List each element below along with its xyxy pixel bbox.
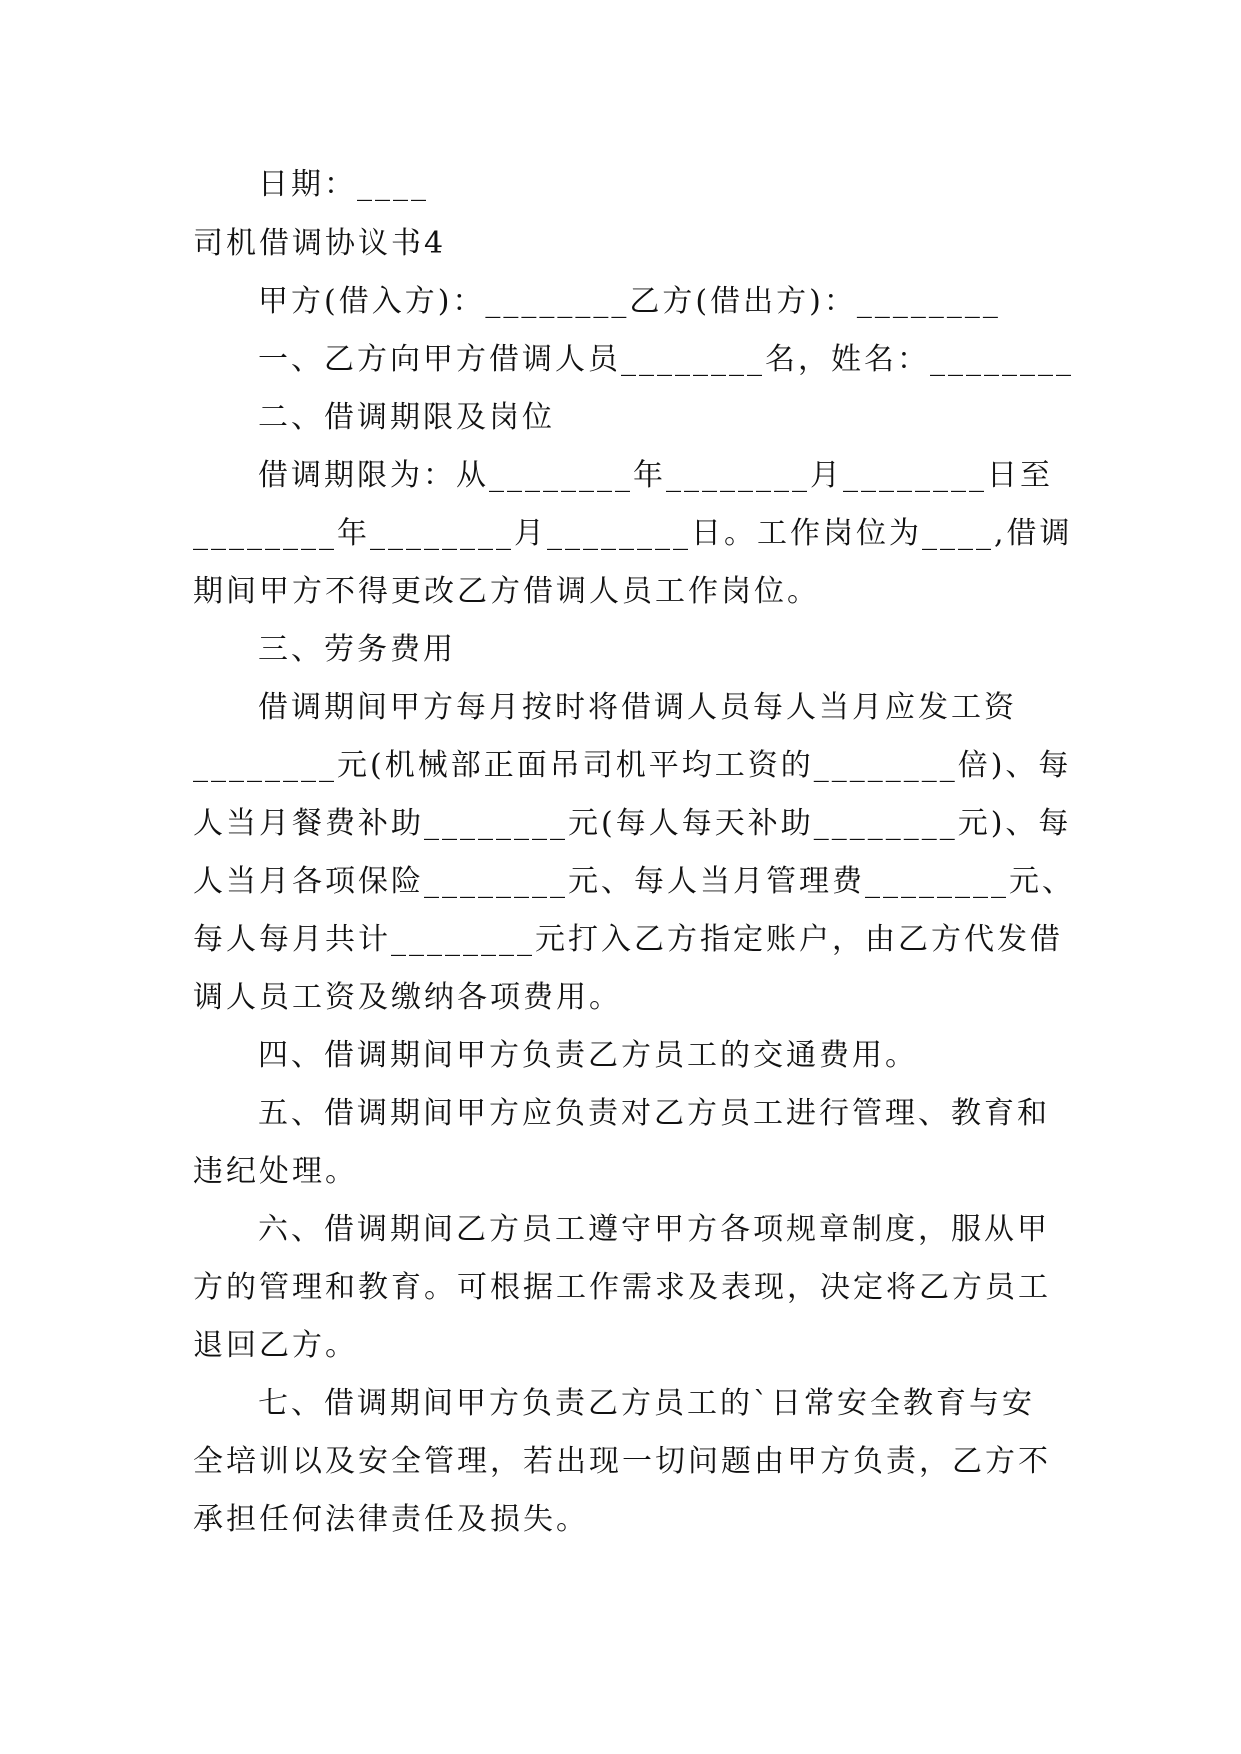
clause-3-text-line-6: 调人员工资及缴纳各项费用。 [193,980,622,1015]
clause-3-text-line-1: 借调期间甲方每月按时将借调人员每人当月应发工资 [258,690,1017,725]
clause-6-line-3: 退回乙方。 [193,1328,358,1363]
clause-5-line-2: 违纪处理。 [193,1154,358,1189]
clause-7-line-1: 七、借调期间甲方负责乙方员工的`日常安全教育与安 [258,1386,1035,1421]
clause-2-heading: 二、借调期限及岗位 [258,400,555,435]
clause-2-text-line-1: 借调期限为：从________年________月________日至 [258,458,1053,493]
clause-3-text-line-5: 每人每月共计________元打入乙方指定账户，由乙方代发借 [193,922,1063,957]
date-line: 日期：____ [258,167,429,202]
clause-3-text-line-3: 人当月餐费补助________元(每人每天补助________元)、每 [193,806,1072,841]
parties-line: 甲方(借入方)：________乙方(借出方)：________ [258,284,1001,319]
clause-3-heading: 三、劳务费用 [258,632,456,667]
agreement-title: 司机借调协议书4 [193,226,447,261]
clause-1: 一、乙方向甲方借调人员________名，姓名：________ [258,342,1074,377]
clause-2-text-line-3: 期间甲方不得更改乙方借调人员工作岗位。 [193,574,820,609]
clause-4: 四、借调期间甲方负责乙方员工的交通费用。 [258,1038,918,1073]
clause-3-text-line-4: 人当月各项保险________元、每人当月管理费________元、 [193,864,1075,899]
clause-7-line-2: 全培训以及安全管理，若出现一切问题由甲方负责，乙方不 [193,1444,1051,1479]
clause-3-text-line-2: ________元(机械部正面吊司机平均工资的________倍)、每 [193,748,1072,783]
clause-6-line-1: 六、借调期间乙方员工遵守甲方各项规章制度，服从甲 [258,1212,1050,1247]
clause-5-line-1: 五、借调期间甲方应负责对乙方员工进行管理、教育和 [258,1096,1050,1131]
clause-7-line-3: 承担任何法律责任及损失。 [193,1502,589,1537]
clause-2-text-line-2: ________年________月________日。工作岗位为____,借调 [193,516,1073,551]
clause-6-line-2: 方的管理和教育。可根据工作需求及表现，决定将乙方员工 [193,1270,1051,1305]
